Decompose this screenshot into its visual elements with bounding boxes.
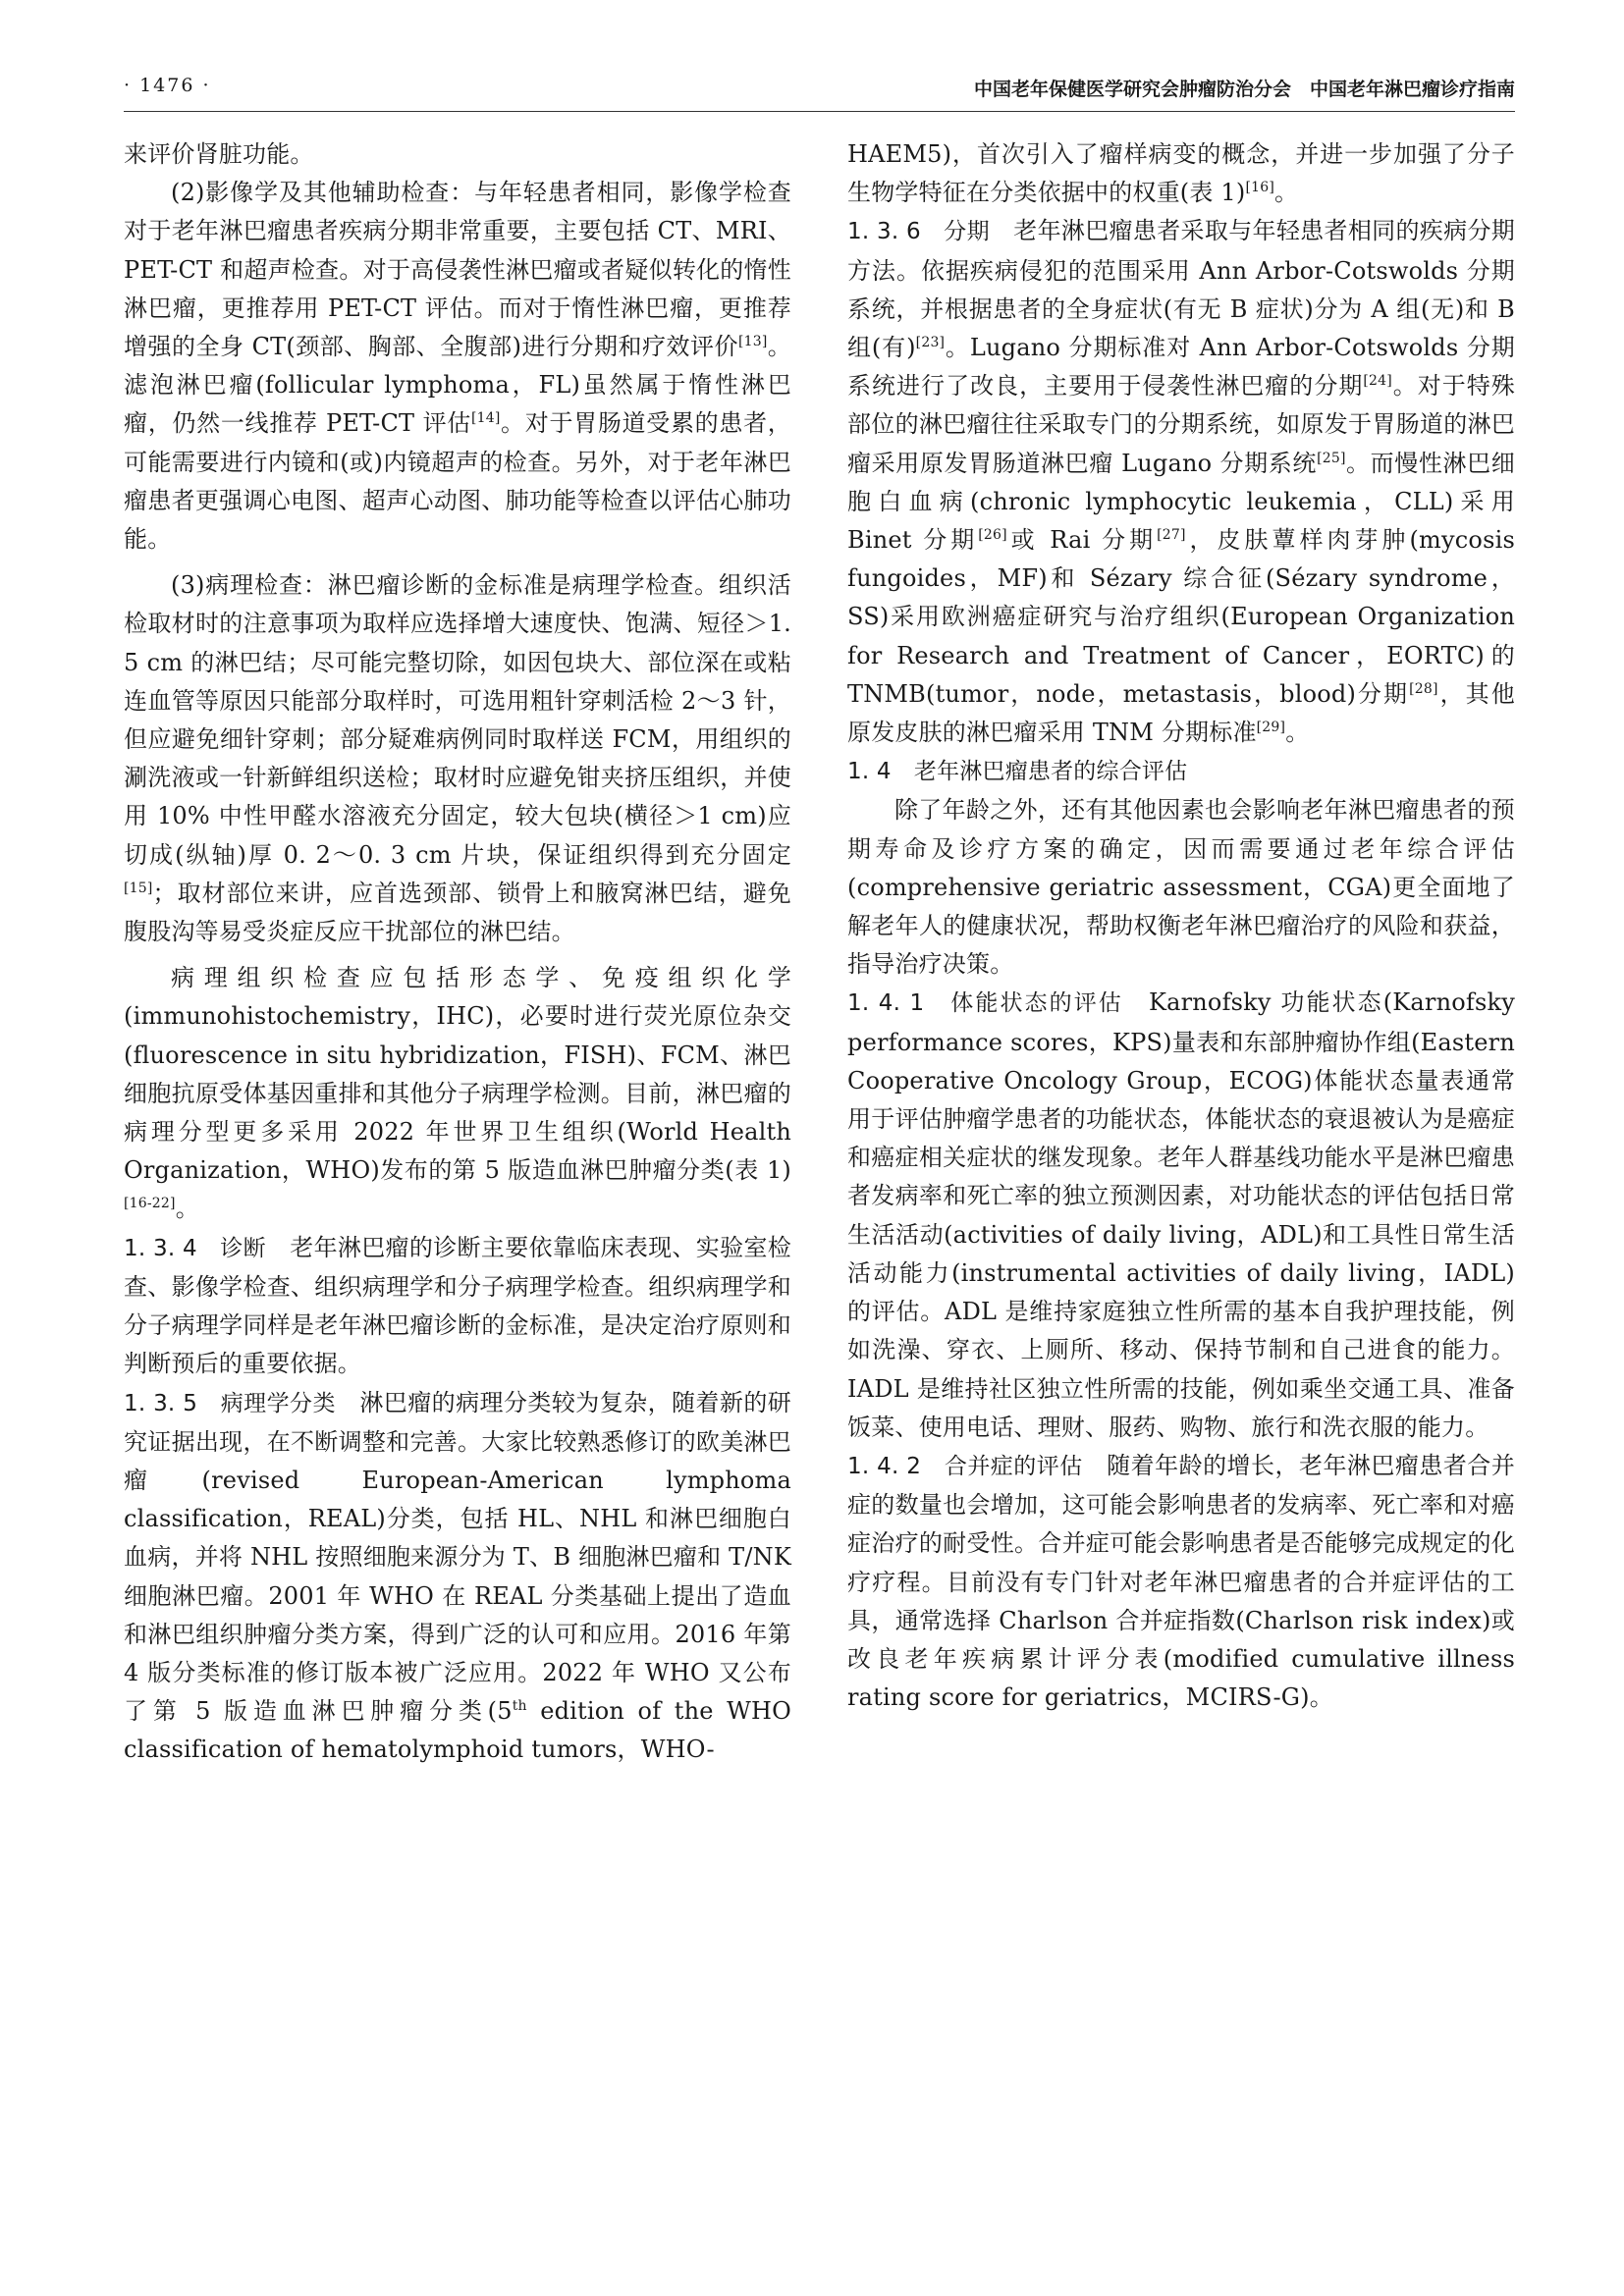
right-column [847, 135, 1515, 1717]
superscript: th [512, 1698, 527, 1715]
citation: [25] [1317, 450, 1346, 466]
citation: [14] [470, 410, 501, 427]
section-1-3-6: 1. 3. 6 分期 老年淋巴瘤患者采取与年轻患者相同的疾病分期方法。依据疾病侵犯的范围采用 Ann Arbor-Cotswolds 分期系统，并根据患者的全身症状(有无 B 症状)分为 A 组(无)和 B 组(有)[23]。Lugano 分期标准对 Ann Arbor-Cotswolds 分期系统进行了改良，主要用于侵袭性淋巴瘤的分期[24]。对于特殊部位的淋巴瘤往往采取专门的分期系统，如原发于胃肠道的淋巴瘤采用原发胃肠道淋巴瘤 Lugano 分期系统[25]。而慢性淋巴细胞白血病(chronic lymphocytic leukemia，CLL)采用 Binet 分期[26]或 Rai 分期[27]，皮肤蕈样肉芽肿(mycosis fungoides，MF)和 Sézary 综合征(Sézary syndrome，SS)采用欧洲癌症研究与治疗组织(European Organization for Research and Treatment of Cancer，EORTC)的 TNMB(tumor，node，metastasis，blood)分期[28]，其他原发皮肤的淋巴瘤采用 TNM 分期标准[29]。 [847, 217, 1516, 747]
citation: [23] [915, 335, 946, 351]
citation: [27] [1157, 527, 1186, 544]
citation: [16-22] [124, 1196, 176, 1212]
citation: [15] [124, 880, 153, 896]
header-divider [124, 111, 1515, 112]
paragraph-pathology-tests: 病理组织检查应包括形态学、免疫组织化学(immunohistochemistry，IHC)，必要时进行荧光原位杂交(fluorescence in situ hybridization，FISH)、FCM、淋巴细胞抗原受体基因重排和其他分子病理学检测。目前，淋巴瘤的病理分型更多采用 2022 年世界卫生组织(World Health Organization，WHO)发布的第 5 版造血淋巴肿瘤分类(表 1)[16-22]。 [124, 964, 791, 1223]
section-1-4-heading [847, 752, 1515, 791]
citation: [26] [978, 527, 1007, 544]
paragraph-pathology: (3)病理检查：淋巴瘤诊断的金标准是病理学检查。组织活检取材时的注意事项为取样应选择增大速度快、饱满、短径＞1. 5 cm 的淋巴结；尽可能完整切除，如因包块大、部位深在或粘连血管等原因只能部分取样时，可选用粗针穿刺活检 2～3 针，但应避免细针穿刺；部分疑难病例同时取样送 FCM，用组织的涮洗液或一针新鲜组织送检；取材时应避免钳夹挤压组织，并使用 10% 中性甲醛水溶液充分固定，较大包块(横径＞1 cm)应切成(纵轴)厚 0. 2～0. 3 cm 片块，保证组织得到充分固定[15]；取材部位来讲，应首选颈部、锁骨上和腋窝淋巴结，避免腹股沟等易受炎症反应干扰部位的淋巴结。 [124, 571, 791, 946]
citation: [16] [1245, 180, 1274, 196]
section-1-4-1: 1. 4. 1 体能状态的评估 Karnofsky 功能状态(Karnofsky performance scores，KPS)量表和东部肿瘤协作组(Eastern Cooperative Oncology Group，ECOG)体能状态量表通常用于评估肿瘤学患者的功能状态，体能状态的衰退被认为是癌症和癌症相关症状的继发现象。老年人群基线功能水平是淋巴瘤患者发病率和死亡率的独立预测因素，对功能状态的评估包括日常生活活动(activities of daily living，ADL)和工具性日常生活活动能力(instrumental activities of daily living，IADL)的评估。ADL 是维持家庭独立性所需的基本自我护理技能，例如洗澡、穿衣、上厕所、移动、保持节制和自己进食的能力。IADL 是维持社区独立性所需的技能，例如乘坐交通工具、准备饭菜、使用电话、理财、服药、购物、旅行和洗衣服的能力。 [847, 988, 1516, 1441]
left-column [124, 135, 791, 1770]
section-heading: 1. 4. 1 体能状态的评估 [847, 990, 1123, 1017]
section-1-4-2: 1. 4. 2 合并症的评估 随着年龄的增长，老年淋巴瘤患者合并症的数量也会增加，这可能会影响患者的发病率、死亡率和对癌症治疗的耐受性。合并症可能会影响患者是否能够完成规定的化疗疗程。目前没有专门针对老年淋巴瘤患者的合并症评估的工具，通常选择 Charlson 合并症指数(Charlson risk index)或改良老年疾病累计评分表(modified cumulative illness rating score for geriatrics，MCIRS-G)。 [847, 1451, 1515, 1712]
citation: [13] [737, 334, 768, 350]
citation: [24] [1363, 373, 1392, 390]
section-1-4: 除了年龄之外，还有其他因素也会影响老年淋巴瘤患者的预期寿命及诊疗方案的确定，因而需要通过老年综合评估(comprehensive geriatric assessment，CGA)更全面地了解老年人的健康状况，帮助权衡老年淋巴瘤治疗的风险和获益，指导治疗决策。 [847, 796, 1515, 979]
section-heading: 1. 3. 5 病理学分类 [124, 1390, 336, 1416]
citation: [29] [1256, 720, 1286, 736]
section-1-3-5: 1. 3. 5 病理学分类 淋巴瘤的病理分类较为复杂，随着新的研究证据出现，在不断调整和完善。大家比较熟悉修订的欧美淋巴瘤(revised European-American lymphoma classification，REAL)分类，包括 HL、NHL 和淋巴细胞白血病，并将 NHL 按照细胞来源分为 T、B 细胞淋巴瘤和 T/NK 细胞淋巴瘤。2001 年 WHO 在 REAL 分类基础上提出了造血和淋巴组织肿瘤分类方案，得到广泛的认可和应用。2016 年第 4 版分类标准的修订版本被广泛应用。2022 年 WHO 又公布了第 5 版造血淋巴肿瘤分类(5th edition of the WHO classification of hematolymphoid tumors，WHO- [124, 1388, 791, 1764]
section-heading: 1. 4. 2 合并症的评估 [847, 1453, 1083, 1479]
paragraph: 来评价肾脏功能。 [124, 140, 314, 168]
section-1-3-4: 1. 3. 4 诊断 老年淋巴瘤的诊断主要依靠临床表现、实验室检查、影像学检查、组织病理学和分子病理学检查。组织病理学和分子病理学同样是老年淋巴瘤诊断的金标准，是决定治疗原则和判断预后的重要依据。 [124, 1233, 791, 1378]
paragraph-continued: HAEM5)，首次引入了瘤样病变的概念，并进一步加强了分子生物学特征在分类依据中的权重(表 1)[16]。 [847, 140, 1515, 207]
citation: [28] [1409, 680, 1438, 697]
page-header [124, 75, 1515, 104]
section-heading: 1. 3. 4 诊断 [124, 1235, 266, 1261]
section-heading: 1. 3. 6 分期 [847, 219, 990, 245]
page-number: · 1476 · [124, 75, 211, 96]
running-header: 中国老年保健医学研究会肿瘤防治分会 中国老年淋巴瘤诊疗指南 [973, 79, 1515, 100]
paragraph-imaging: (2)影像学及其他辅助检查：与年轻患者相同，影像学检查对于老年淋巴瘤患者疾病分期非常重要，主要包括 CT、MRI、PET-CT 和超声检查。对于高侵袭性淋巴瘤或者疑似转化的惰性淋巴瘤，更推荐用 PET-CT 评估。而对于惰性淋巴瘤，更推荐增强的全身 CT(颈部、胸部、全腹部)进行分期和疗效评价[13]。滤泡淋巴瘤(follicular lymphoma，FL)虽然属于惰性淋巴瘤，仍然一线推荐 PET-CT 评估[14]。对于胃肠道受累的患者，可能需要进行内镜和(或)内镜超声的检查。另外，对于老年淋巴瘤患者更强调心电图、超声心动图、肺功能等检查以评估心肺功能。 [124, 179, 791, 554]
section-heading: 1. 4 老年淋巴瘤患者的综合评估 [847, 759, 1188, 785]
